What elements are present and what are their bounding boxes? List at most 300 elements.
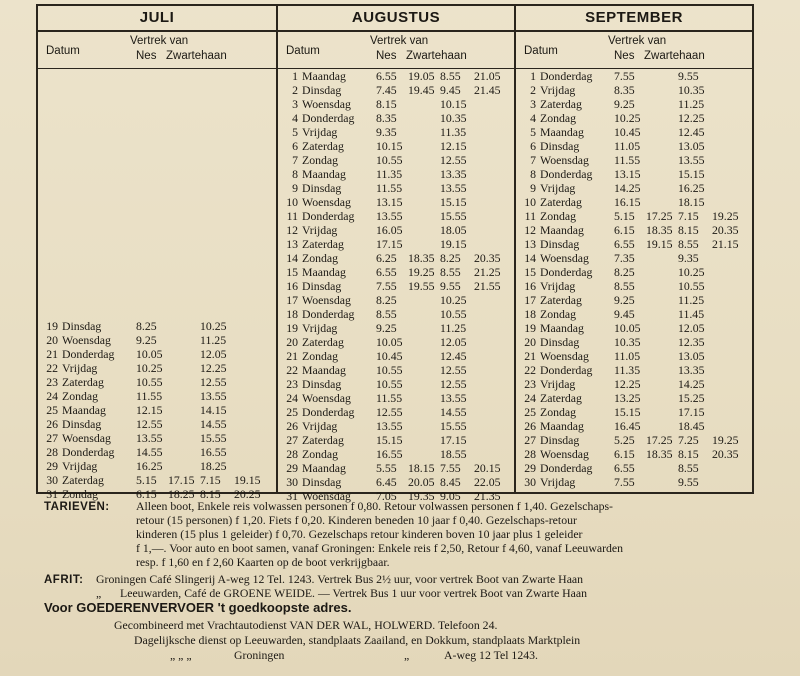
zwartehaan-time-1: 11.25	[678, 293, 705, 307]
weekday: Donderdag	[62, 445, 115, 459]
tarieven-line: kinderen (15 plus 1 geleider) f 0,70. Gezelschaps retour kinderen boven 10 jaar plus 1 geleider	[136, 527, 583, 541]
day-number: 29	[46, 459, 58, 473]
nes-time-1: 15.15	[376, 433, 403, 447]
zwartehaan-time-1: 13.05	[678, 139, 705, 153]
nes-time-1: 11.05	[614, 349, 641, 363]
table-row	[278, 377, 514, 391]
zwartehaan-time-1: 8.25	[440, 251, 461, 265]
zwartehaan-time-1: 12.25	[200, 361, 227, 375]
nes-time-1: 5.15	[614, 209, 635, 223]
weekday: Dinsdag	[302, 475, 342, 489]
datum-header: Datum	[286, 45, 320, 57]
nes-time-1: 13.55	[136, 431, 163, 445]
day-number: 19	[524, 321, 536, 335]
nes-time-1: 6.25	[376, 251, 397, 265]
day-number: 18	[286, 307, 298, 321]
nes-time-1: 7.55	[376, 279, 397, 293]
table-row	[516, 335, 752, 349]
zwartehaan-time-1: 11.35	[440, 125, 467, 139]
weekday: Dinsdag	[540, 433, 580, 447]
nes-time-1: 11.35	[614, 363, 641, 377]
day-number: 16	[524, 279, 536, 293]
datum-header: Datum	[46, 45, 80, 57]
zwartehaan-time-1: 15.25	[678, 391, 705, 405]
nes-time-1: 6.55	[376, 69, 397, 83]
goederen-city: Groningen	[234, 648, 285, 662]
nes-time-1: 8.35	[376, 111, 397, 125]
day-number: 12	[286, 223, 298, 237]
zwartehaan-header: Zwartehaan	[644, 50, 705, 62]
weekday: Woensdag	[302, 97, 351, 111]
weekday: Maandag	[302, 69, 346, 83]
table-row	[516, 405, 752, 419]
table-row	[516, 125, 752, 139]
day-number: 22	[46, 361, 58, 375]
zwartehaan-time-1: 12.55	[440, 153, 467, 167]
day-number: 24	[46, 389, 58, 403]
weekday: Maandag	[302, 461, 346, 475]
zwartehaan-time-1: 8.55	[678, 237, 699, 251]
table-row	[278, 349, 514, 363]
afrit-line: Groningen Café Slingerij A-weg 12 Tel. 1243. Vertrek Bus 2½ uur, voor vertrek Boot van Zwarte Haan	[96, 572, 584, 586]
weekday: Vrijdag	[540, 279, 576, 293]
table-row	[278, 405, 514, 419]
day-number: 13	[524, 237, 536, 251]
month-header-july: JULI	[38, 6, 276, 32]
column-subheader	[278, 32, 514, 69]
nes-time-2: 18.25	[168, 487, 195, 501]
zwartehaan-time-1: 7.25	[678, 433, 699, 447]
weekday: Maandag	[540, 419, 584, 433]
table-row	[278, 293, 514, 307]
nes-time-1: 10.55	[376, 377, 403, 391]
nes-time-1: 16.25	[136, 459, 163, 473]
zwartehaan-time-1: 15.55	[200, 431, 227, 445]
table-row	[278, 391, 514, 405]
vertrek-header: Vertrek van	[608, 35, 667, 47]
nes-time-1: 13.55	[376, 209, 403, 223]
day-number: 14	[524, 251, 536, 265]
weekday: Woensdag	[302, 293, 351, 307]
table-row	[278, 83, 514, 97]
nes-time-1: 5.55	[376, 461, 397, 475]
nes-time-1: 13.25	[614, 391, 641, 405]
day-number: 28	[286, 447, 298, 461]
weekday: Zaterdag	[302, 335, 344, 349]
nes-time-2: 18.35	[408, 251, 435, 265]
zwartehaan-time-2: 21.55	[474, 279, 501, 293]
zwartehaan-time-1: 17.15	[678, 405, 705, 419]
weekday: Vrijdag	[540, 475, 576, 489]
nes-time-1: 16.45	[614, 419, 641, 433]
zwartehaan-time-1: 18.45	[678, 419, 705, 433]
table-row	[278, 363, 514, 377]
day-number: 25	[286, 405, 298, 419]
zwartehaan-time-1: 7.15	[678, 209, 699, 223]
nes-time-1: 14.25	[614, 181, 641, 195]
zwartehaan-time-1: 13.55	[440, 391, 467, 405]
zwartehaan-time-1: 15.55	[440, 419, 467, 433]
ferry-schedule	[36, 4, 754, 503]
table-row	[278, 195, 514, 209]
zwartehaan-time-1: 15.55	[440, 209, 467, 223]
day-number: 6	[292, 139, 298, 153]
nes-time-1: 6.15	[136, 487, 157, 501]
weekday: Dinsdag	[302, 377, 342, 391]
zwartehaan-time-1: 12.25	[678, 111, 705, 125]
zwartehaan-time-1: 15.15	[678, 167, 705, 181]
table-row	[516, 307, 752, 321]
zwartehaan-time-1: 11.25	[678, 97, 705, 111]
day-number: 29	[286, 461, 298, 475]
weekday: Vrijdag	[302, 419, 338, 433]
table-row	[516, 447, 752, 461]
table-row	[38, 403, 276, 417]
nes-time-2: 17.25	[646, 433, 673, 447]
weekday: Woensdag	[62, 431, 111, 445]
afrit-label: AFRIT:	[44, 574, 84, 586]
zwartehaan-time-1: 14.15	[200, 403, 227, 417]
weekday: Donderdag	[302, 209, 355, 223]
weekday: Zondag	[540, 307, 577, 321]
weekday: Dinsdag	[62, 417, 102, 431]
table-row	[38, 417, 276, 431]
table-row	[38, 347, 276, 361]
day-number: 26	[286, 419, 298, 433]
weekday: Maandag	[302, 265, 346, 279]
weekday: Zaterdag	[540, 97, 582, 111]
zwartehaan-time-1: 9.55	[678, 475, 699, 489]
table-row	[516, 237, 752, 251]
tarieven-line: f 1,—. Voor auto en boot samen, vanaf Groningen: Enkele reis f 2,50, Retour f 4,60, vanaf Leeuwarden	[136, 541, 624, 555]
day-number: 12	[524, 223, 536, 237]
nes-time-2: 19.35	[408, 489, 435, 503]
zwartehaan-time-2: 21.15	[712, 237, 739, 251]
july-column	[38, 6, 278, 501]
zwartehaan-time-1: 9.45	[440, 83, 461, 97]
day-number: 11	[286, 209, 298, 223]
table-row	[278, 475, 514, 489]
table-row	[278, 433, 514, 447]
day-number: 28	[524, 447, 536, 461]
zwartehaan-time-1: 10.35	[678, 83, 705, 97]
weekday: Donderdag	[540, 69, 593, 83]
zwartehaan-time-1: 8.45	[440, 475, 461, 489]
nes-time-1: 12.55	[376, 405, 403, 419]
table-row	[516, 167, 752, 181]
nes-time-2: 19.25	[408, 265, 435, 279]
zwartehaan-header: Zwartehaan	[166, 50, 227, 62]
nes-time-1: 10.35	[614, 335, 641, 349]
day-number: 23	[524, 377, 536, 391]
table-row	[278, 153, 514, 167]
goederen-line: Dagelijksche dienst op Leeuwarden, standplaats Zaailand, en Dokkum, standplaats Marktplein	[134, 633, 581, 647]
zwartehaan-time-1: 9.55	[440, 279, 461, 293]
day-number: 17	[524, 293, 536, 307]
nes-time-2: 18.35	[646, 223, 673, 237]
nes-time-1: 10.55	[376, 363, 403, 377]
weekday: Donderdag	[302, 405, 355, 419]
nes-time-1: 6.55	[614, 237, 635, 251]
day-number: 6	[530, 139, 536, 153]
month-header-august: AUGUSTUS	[278, 6, 514, 32]
day-number: 7	[530, 153, 536, 167]
tarieven-label: TARIEVEN:	[44, 501, 110, 513]
day-number: 8	[530, 167, 536, 181]
zwartehaan-time-1: 8.15	[200, 487, 221, 501]
nes-time-1: 10.25	[136, 361, 163, 375]
zwartehaan-time-2: 20.35	[712, 447, 739, 461]
zwartehaan-time-1: 9.35	[678, 251, 699, 265]
table-row	[38, 361, 276, 375]
zwartehaan-time-1: 10.55	[678, 279, 705, 293]
zwartehaan-time-1: 12.35	[678, 335, 705, 349]
nes-time-1: 8.25	[136, 319, 157, 333]
table-row	[38, 333, 276, 347]
zwartehaan-time-1: 14.55	[440, 405, 467, 419]
day-number: 8	[292, 167, 298, 181]
day-number: 25	[46, 403, 58, 417]
table-row	[278, 321, 514, 335]
weekday: Donderdag	[302, 307, 355, 321]
weekday: Zaterdag	[540, 293, 582, 307]
day-number: 24	[524, 391, 536, 405]
nes-time-1: 8.25	[376, 293, 397, 307]
day-number: 20	[46, 333, 58, 347]
weekday: Zondag	[540, 209, 577, 223]
zwartehaan-time-1: 7.15	[200, 473, 221, 487]
table-row	[516, 153, 752, 167]
table-row	[516, 139, 752, 153]
zwartehaan-time-1: 12.55	[440, 363, 467, 377]
nes-time-1: 6.45	[376, 475, 397, 489]
july-rows	[38, 319, 276, 501]
nes-time-2: 18.35	[646, 447, 673, 461]
day-number: 5	[292, 125, 298, 139]
nes-time-1: 10.55	[136, 375, 163, 389]
weekday: Zondag	[540, 111, 577, 125]
september-rows	[516, 69, 752, 489]
weekday: Woensdag	[540, 251, 589, 265]
goederen-headline: Voor GOEDERENVERVOER 't goedkoopste adres.	[44, 600, 352, 615]
table-row	[516, 419, 752, 433]
table-row	[278, 461, 514, 475]
september-column	[516, 6, 752, 492]
day-number: 11	[524, 209, 536, 223]
zwartehaan-time-1: 12.15	[440, 139, 467, 153]
nes-time-1: 8.15	[376, 97, 397, 111]
day-number: 14	[286, 251, 298, 265]
nes-header: Nes	[376, 50, 397, 62]
zwartehaan-time-1: 7.55	[440, 461, 461, 475]
table-row	[516, 209, 752, 223]
weekday: Zaterdag	[62, 473, 104, 487]
table-row	[516, 461, 752, 475]
nes-time-1: 8.25	[614, 265, 635, 279]
nes-time-1: 9.25	[376, 321, 397, 335]
day-number: 3	[530, 97, 536, 111]
nes-time-1: 10.05	[136, 347, 163, 361]
day-number: 19	[286, 321, 298, 335]
zwartehaan-time-1: 19.15	[440, 237, 467, 251]
zwartehaan-time-1: 17.15	[440, 433, 467, 447]
day-number: 10	[286, 195, 298, 209]
nes-time-1: 11.55	[376, 181, 403, 195]
nes-time-1: 11.55	[136, 389, 163, 403]
zwartehaan-time-1: 13.35	[440, 167, 467, 181]
weekday: Vrijdag	[540, 83, 576, 97]
weekday: Zondag	[302, 349, 339, 363]
nes-time-1: 13.15	[614, 167, 641, 181]
day-number: 23	[286, 377, 298, 391]
table-row	[278, 447, 514, 461]
nes-time-1: 9.25	[614, 293, 635, 307]
nes-time-1: 13.55	[376, 419, 403, 433]
table-row	[516, 433, 752, 447]
zwartehaan-time-1: 13.35	[678, 363, 705, 377]
weekday: Donderdag	[540, 363, 593, 377]
table-row	[38, 445, 276, 459]
zwartehaan-time-1: 10.25	[200, 319, 227, 333]
zwartehaan-time-1: 15.15	[440, 195, 467, 209]
table-row	[278, 279, 514, 293]
table-row	[278, 167, 514, 181]
zwartehaan-time-1: 12.45	[440, 349, 467, 363]
zwartehaan-time-1: 13.05	[678, 349, 705, 363]
nes-time-1: 10.45	[376, 349, 403, 363]
weekday: Zaterdag	[302, 433, 344, 447]
zwartehaan-time-1: 18.55	[440, 447, 467, 461]
zwartehaan-time-2: 21.05	[474, 69, 501, 83]
nes-time-1: 7.55	[614, 69, 635, 83]
afrit-line: Leeuwarden, Café de GROENE WEIDE. — Vertrek Bus 1 uur voor vertrek Boot van Zwarte Haan	[120, 586, 588, 600]
table-row	[516, 475, 752, 489]
nes-time-1: 6.55	[614, 461, 635, 475]
table-row	[278, 181, 514, 195]
table-row	[516, 83, 752, 97]
table-row	[516, 321, 752, 335]
zwartehaan-time-2: 22.05	[474, 475, 501, 489]
weekday: Woensdag	[62, 333, 111, 347]
table-row	[516, 349, 752, 363]
weekday: Zaterdag	[540, 391, 582, 405]
nes-time-1: 9.35	[376, 125, 397, 139]
zwartehaan-time-1: 18.05	[440, 223, 467, 237]
zwartehaan-time-1: 14.55	[200, 417, 227, 431]
weekday: Donderdag	[540, 265, 593, 279]
table-row	[38, 375, 276, 389]
zwartehaan-time-1: 12.05	[678, 321, 705, 335]
day-number: 27	[286, 433, 298, 447]
weekday: Vrijdag	[62, 459, 98, 473]
day-number: 24	[286, 391, 298, 405]
goederen-address: A-weg 12 Tel 1243.	[444, 648, 538, 662]
table-row	[516, 279, 752, 293]
nes-time-1: 11.55	[614, 153, 641, 167]
nes-time-1: 7.35	[614, 251, 635, 265]
table-row	[278, 419, 514, 433]
zwartehaan-time-1: 16.25	[678, 181, 705, 195]
zwartehaan-time-1: 18.25	[200, 459, 227, 473]
nes-time-1: 17.15	[376, 237, 403, 251]
goederen-ditto: „	[404, 648, 410, 662]
weekday: Vrijdag	[302, 321, 338, 335]
day-number: 4	[530, 111, 536, 125]
day-number: 30	[286, 475, 298, 489]
table-row	[516, 265, 752, 279]
table-row	[38, 459, 276, 473]
tarieven-line: retour (15 personen) f 1,20. Fiets f 0,20. Kinderen beneden 10 jaar f 0,40. Gezelschaps-retour	[136, 513, 577, 527]
nes-time-1: 10.25	[614, 111, 641, 125]
weekday: Zaterdag	[302, 139, 344, 153]
table-row	[38, 319, 276, 333]
zwartehaan-time-1: 13.55	[440, 181, 467, 195]
nes-time-1: 7.05	[376, 489, 397, 503]
nes-time-1: 10.15	[376, 139, 403, 153]
table-row	[516, 181, 752, 195]
zwartehaan-time-1: 12.45	[678, 125, 705, 139]
weekday: Donderdag	[540, 461, 593, 475]
day-number: 23	[46, 375, 58, 389]
weekday: Zondag	[302, 251, 339, 265]
day-number: 31	[286, 489, 298, 503]
day-number: 1	[292, 69, 298, 83]
nes-time-1: 14.55	[136, 445, 163, 459]
day-number: 3	[292, 97, 298, 111]
day-number: 30	[524, 475, 536, 489]
day-number: 9	[292, 181, 298, 195]
table-row	[278, 251, 514, 265]
nes-time-1: 15.15	[614, 405, 641, 419]
table-row	[278, 139, 514, 153]
day-number: 20	[286, 335, 298, 349]
zwartehaan-time-1: 10.25	[440, 293, 467, 307]
day-number: 31	[46, 487, 58, 501]
zwartehaan-time-2: 20.35	[712, 223, 739, 237]
weekday: Zaterdag	[302, 237, 344, 251]
nes-time-1: 11.35	[376, 167, 403, 181]
table-row	[516, 363, 752, 377]
day-number: 22	[524, 363, 536, 377]
day-number: 16	[286, 279, 298, 293]
nes-time-1: 9.25	[614, 97, 635, 111]
table-row	[278, 237, 514, 251]
goederen-ditto: „ „ „	[170, 648, 192, 662]
afrit-ditto: „	[96, 586, 102, 600]
zwartehaan-time-1: 13.55	[678, 153, 705, 167]
nes-header: Nes	[136, 50, 157, 62]
table-row	[278, 265, 514, 279]
table-row	[516, 251, 752, 265]
weekday: Vrijdag	[62, 361, 98, 375]
nes-time-1: 7.45	[376, 83, 397, 97]
nes-time-2: 20.05	[408, 475, 435, 489]
weekday: Maandag	[62, 403, 106, 417]
table-row	[516, 391, 752, 405]
zwartehaan-time-1: 9.55	[678, 69, 699, 83]
nes-time-1: 8.55	[614, 279, 635, 293]
vertrek-header: Vertrek van	[370, 35, 429, 47]
zwartehaan-time-1: 8.55	[440, 69, 461, 83]
nes-header: Nes	[614, 50, 635, 62]
table-row	[278, 111, 514, 125]
zwartehaan-time-1: 10.35	[440, 111, 467, 125]
weekday: Woensdag	[540, 153, 589, 167]
nes-time-1: 6.55	[376, 265, 397, 279]
day-number: 10	[524, 195, 536, 209]
vertrek-header: Vertrek van	[130, 35, 189, 47]
table-row	[278, 307, 514, 321]
